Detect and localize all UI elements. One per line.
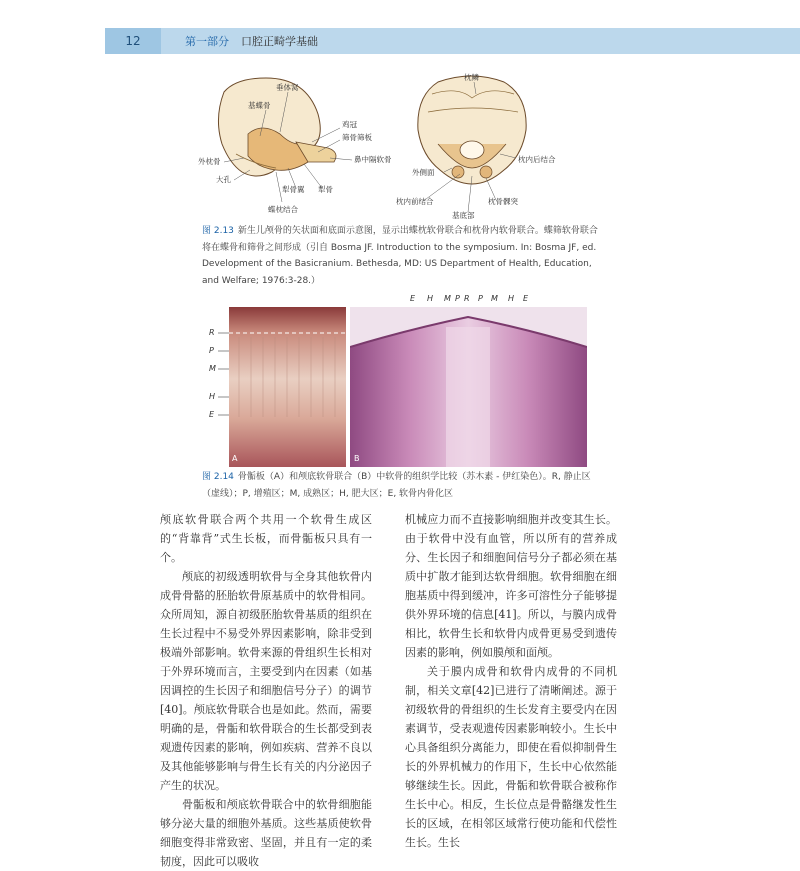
figure-2-14 (205, 286, 587, 468)
page-number: 12 (105, 28, 161, 54)
label-crista-galli: 鸡冠 (342, 120, 357, 129)
top-label: H (508, 294, 515, 303)
label-septal-cartilage: 鼻中隔软骨 (354, 155, 392, 164)
part-label: 第一部分 (185, 35, 229, 48)
panel-label-b: B (354, 454, 360, 463)
caption-text: 新生儿颅骨的矢状面和底面示意图，显示出蝶枕软骨联合和枕骨内软骨联合。蝶筛软骨联合将在蝶骨和筛骨之间形成（引自 Bosma JF. Introduction to the symposium. In: Bosma JF, ed. Development of the Basicranium. Bethesda, MD: US Department of Health, Education, and Welfare; 1976:3-28.） (202, 226, 598, 286)
figure-number: 图 2.14 (202, 472, 234, 482)
side-label: P (209, 346, 214, 355)
label-intra-occipital-anterior: 枕内前结合 (396, 197, 434, 206)
paragraph: 颅底的初级透明软骨与全身其他软骨内成骨骨骼的胚胎软骨原基质中的软骨相同。众所周知，源自初级胚胎软骨基质的组织在生长过程中不易受外界因素影响，除非受到极端外部影响。软骨来源的骨组织生长相对于外界环境而言，主要受到内在因素（如基因调控的生长因子和细胞信号分子）的调节[40]。颅底软骨联合也是如此。然而，需要明确的是，骨骺和软骨联合的生长都受到表观遗传因素的影响，例如疾病、营养不良以及其他能够影响与骨生长有关的内分泌因子产生的状况。 (160, 570, 372, 792)
label-foramen-magnum: 大孔 (216, 175, 231, 184)
label-pituitary-fossa: 垂体窝 (276, 83, 299, 92)
label-exoccipital: 外枕骨 (198, 157, 221, 166)
right-column (405, 510, 617, 852)
label-occipital-squama: 枕鳞 (464, 73, 479, 82)
label-basilar-part: 基底部 (452, 211, 475, 220)
label-vomer: 犁骨 (318, 185, 333, 194)
label-cribriform-plate: 筛骨筛板 (342, 133, 372, 142)
label-basisphenoid: 基蝶骨 (248, 101, 271, 110)
label-intra-occipital-posterior: 枕内后结合 (518, 155, 556, 164)
paragraph: 骨骺板和颅底软骨联合中的软骨细胞能够分泌大量的细胞外基质。这些基质使软骨细胞变得非常致密、坚固，并且有一定的柔韧度，因此可以吸收 (160, 798, 372, 868)
side-label: E (209, 410, 215, 419)
label-occipital-condyle: 枕骨髁突 (488, 197, 518, 206)
top-label: E (410, 294, 416, 303)
running-header (105, 28, 800, 54)
epiphyseal-plate-photo (229, 307, 346, 467)
label-spheno-occipital: 蝶枕结合 (268, 205, 298, 214)
side-label: M (209, 364, 216, 373)
paragraph: 机械应力而不直接影响细胞并改变其生长。由于软骨中没有血管，所以所有的营养成分、生长因子和细胞间信号分子都必须在基质中扩散才能到达软骨细胞。软骨细胞在细胞基质中得到缓冲，许多可溶性分子能够提供外界环境的信息[41]。所以，与膜内成骨相比，软骨生长和软骨内成骨更易受到遗传因素的影响，例如膜颅和面颅。 (405, 513, 617, 659)
figure-2-13 (196, 72, 586, 222)
figure-2-14-caption (202, 469, 602, 502)
side-tick-lines (205, 286, 229, 468)
synchondrosis-photo (350, 307, 587, 467)
left-column (160, 510, 372, 871)
side-label: H (209, 392, 216, 401)
top-label: M (491, 294, 498, 303)
top-label: P (478, 294, 483, 303)
top-label: H (427, 294, 434, 303)
paragraph: 关于膜内成骨和软骨内成骨的不同机制，相关文章[42]已进行了清晰阐述。源于初级软骨的骨组织的生长发育主要受内在因素调节，受表观遗传因素影响较小。生长中心具备组织分离能力，即使在看似抑制骨生长的外界机械力的作用下，生长中心依然能够继续生长。因此，骨骺和软骨联合被称作生长中心。相反，生长位点是骨骼继发性生长的区域，在相邻区域常行使功能和代偿性生长。生长 (405, 665, 617, 849)
top-label: M (444, 294, 451, 303)
part-title: 口腔正畸学基础 (241, 35, 318, 48)
paragraph: 颅底软骨联合两个共用一个软骨生成区的“背靠背”式生长板，而骨骺板只具有一个。 (160, 513, 372, 564)
top-label: R (464, 294, 470, 303)
top-label: E (523, 294, 529, 303)
label-vomer-ala: 犁骨翼 (282, 185, 305, 194)
side-label: R (209, 328, 215, 337)
caption-text: 骨骺板（A）和颅底软骨联合（B）中软骨的组织学比较（苏木素 - 伊红染色）。R, 静止区（虚线）；P, 增殖区；M, 成熟区；H, 肥大区；E, 软骨内骨化区 (202, 472, 591, 499)
panel-label-a: A (232, 454, 238, 463)
label-lateral-part: 外侧面 (412, 168, 435, 177)
figure-2-13-caption (202, 223, 602, 289)
skull-drawings (196, 72, 586, 222)
foramen-magnum (460, 141, 484, 159)
figure-number: 图 2.13 (202, 226, 234, 236)
top-label: P (455, 294, 460, 303)
